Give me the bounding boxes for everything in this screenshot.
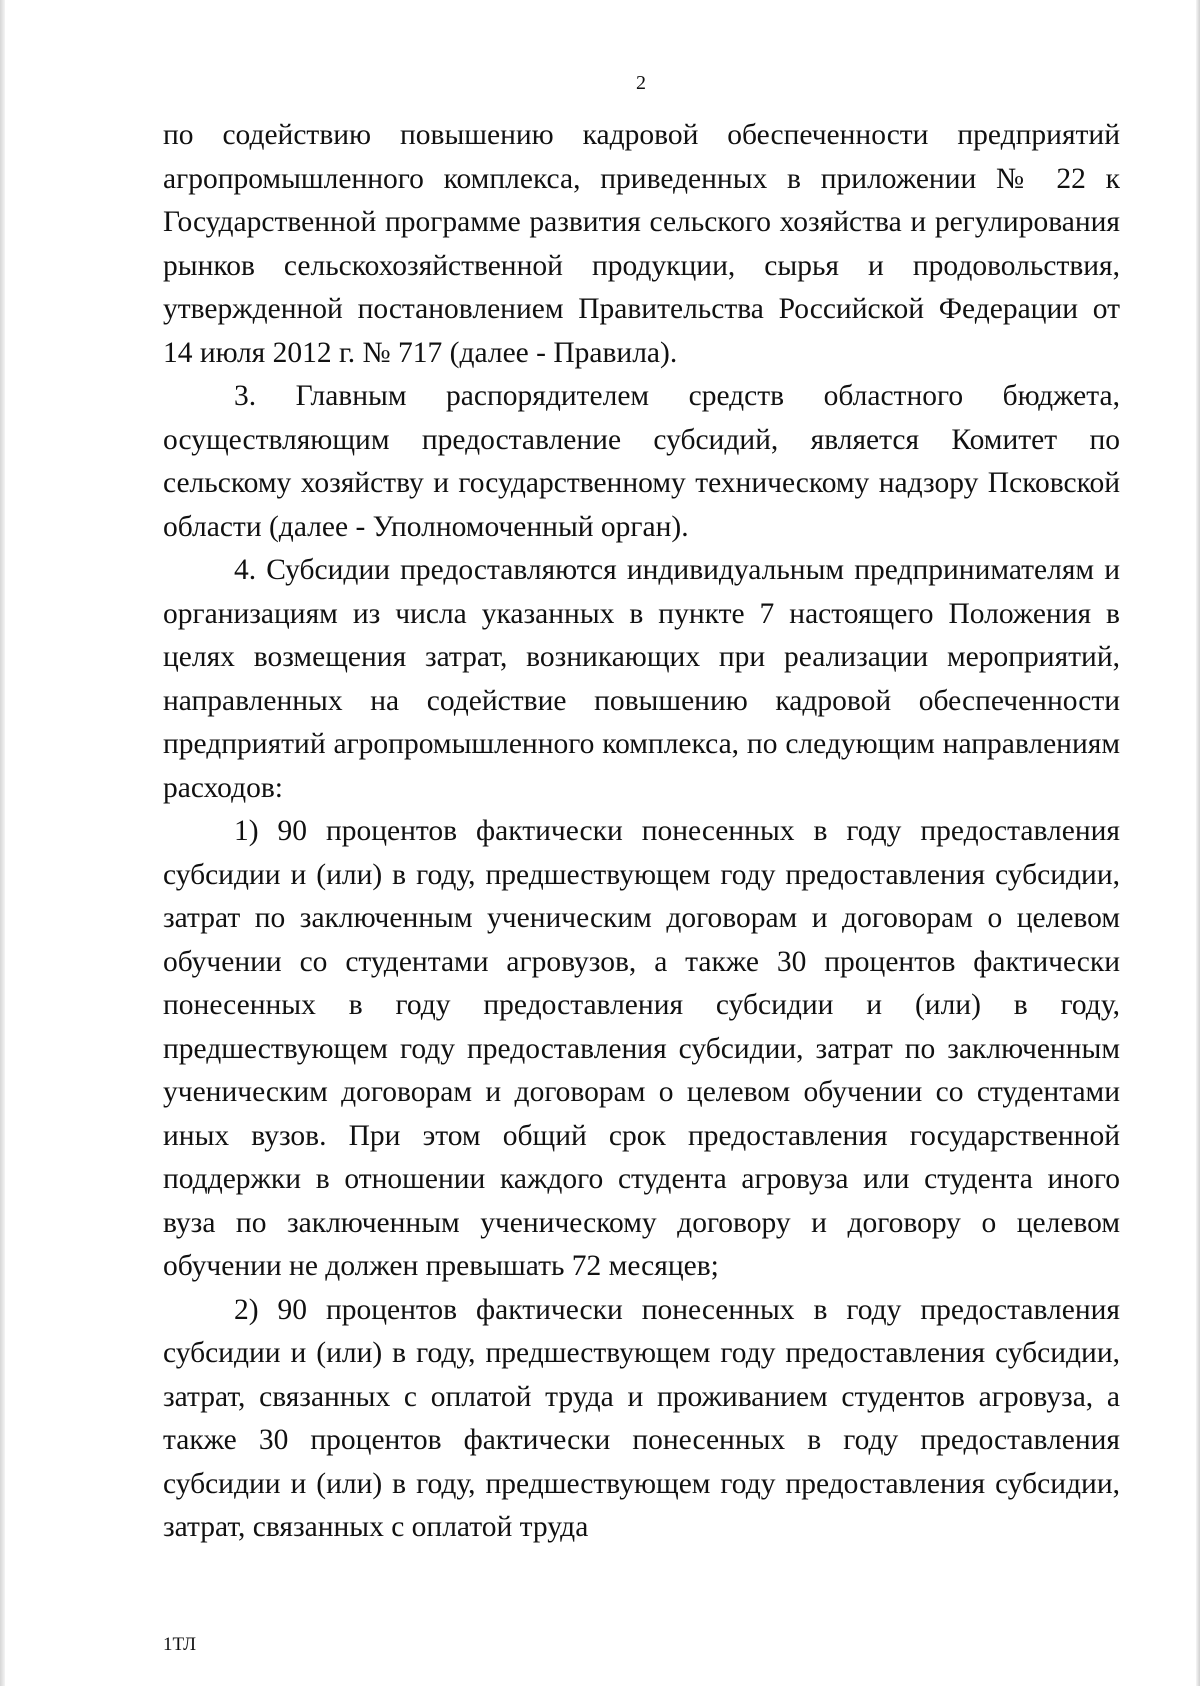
paragraph-item-4: 4. Субсидии предоставляются индивидуальным предпринимателям и организациям из числа указанных в пункте 7 настоящего Положения в целях возмещения затрат, возникающих при реализации мероприятий, направленных на содействие повышению кадровой обеспеченности предприятий агропромышленного комплекса, по следующим направлениям расходов: [163, 554, 1120, 804]
page-number: 2 [636, 72, 646, 94]
footer-code: 1ТЛ [163, 1634, 197, 1655]
paragraph-subitem-1: 1) 90 процентов фактически понесенных в году предоставления субсидии и (или) в году, предшествующем году предоставления субсидии, затрат по заключенным ученическим договорам и договорам о целевом обучении со студентами агровузов, а также 30 процентов фактически понесенных в году предоставления субсидии и (или) в году, предшествующем году предоставления субсидии, затрат по заключенным ученическим договорам и договорам о целевом обучении со студентами иных вузов. При этом общий срок предоставления государственной поддержки в отношении каждого студента агровуза или студента иного вуза по заключенным ученическому договору и договору о целевом обучении не должен превышать 72 месяцев; [163, 815, 1120, 1282]
paragraph-item-3: 3. Главным распорядителем средств областного бюджета, осуществляющим предоставление субсидий, является Комитет по сельскому хозяйству и государственному техническому надзору Псковской области (далее - Уполномоченный орган). [163, 380, 1120, 543]
paragraph-continuation: по содействию повышению кадровой обеспеченности предприятий агропромышленного комплекса, приведенных в приложении № 22 к Государственной программе развития сельского хозяйства и регулирования рынков сельскохозяйственной продукции, сырья и продовольствия, утвержденной постановлением Правительства Российской Федерации от 14 июля 2012 г. № 717 (далее - Правила). [163, 119, 1120, 369]
scan-edge-left [0, 0, 5, 1686]
document-body [163, 114, 1120, 1550]
scan-edge-right [1196, 0, 1200, 1686]
paragraph-subitem-2: 2) 90 процентов фактически понесенных в году предоставления субсидии и (или) в году, предшествующем году предоставления субсидии, затрат, связанных с оплатой труда и проживанием студентов агровуза, а также 30 процентов фактически понесенных в году предоставления субсидии и (или) в году, предшествующем году предоставления субсидии, затрат, связанных с оплатой труда [163, 1293, 1120, 1543]
